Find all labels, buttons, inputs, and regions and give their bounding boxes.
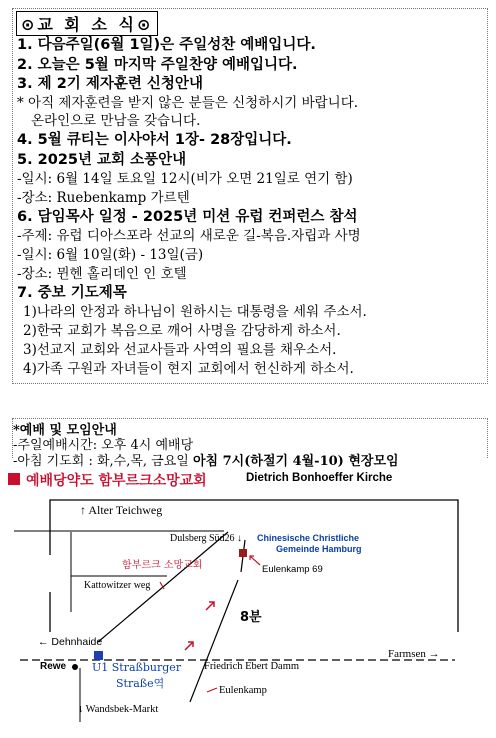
wandsbek-label: ↓ Wandsbek-Markt <box>78 704 159 715</box>
worship-title: *예배 및 모임안내 <box>13 423 117 438</box>
red-square-icon <box>8 473 20 485</box>
conference-topic: -주제: 유럽 디아스포라 선교의 새로운 길-복음.자립과 사명 <box>17 228 361 244</box>
conference-date: -일시: 6월 10일(화) - 13일(금) <box>17 247 204 263</box>
kattowitzer-label: Kattowitzer weg <box>84 580 151 591</box>
dehnhaide-label: ← Dehnhaide <box>38 636 103 648</box>
prayer-1: 1)나라의 안정과 하나님이 원하시는 대통령을 세워 주소서. <box>23 304 367 320</box>
morning-prayer <box>13 450 399 469</box>
prayer-3: 3)선교지 교회와 선교사들과 사역의 필요를 채우소서. <box>23 342 337 358</box>
news-item-3: 3. 제 2기 제자훈련 신청안내 <box>17 76 203 92</box>
location-map <box>0 492 496 738</box>
alter-teichweg-label: ↑ Alter Teichweg <box>80 503 163 517</box>
picnic-place: -장소: Ruebenkamp 가르텐 <box>17 190 190 206</box>
map-heading <box>8 470 496 490</box>
church-kr-label: 함부르크 소망교회 <box>122 560 203 571</box>
u1-station-label-2: Straße역 <box>116 677 165 690</box>
church-news-box <box>12 8 488 384</box>
news-item-1: 1. 다음주일(6월 1일)은 주일성찬 예배입니다. <box>17 37 316 53</box>
map-heading-kr: 예배당약도 함부르크소망교회 <box>26 473 207 489</box>
eulenkamp-69-label: Eulenkamp 69 <box>262 564 323 575</box>
news-item-6: 6. 담임목사 일정 - 2025년 미션 유럽 컨퍼런스 참석 <box>17 209 358 225</box>
morning-prayer-time: 아침 7시(하절기 4월-10) 현장모임 <box>192 454 399 469</box>
u1-station-label-1: U1 Straßburger <box>92 661 182 674</box>
prayer-2: 2)한국 교회가 복음으로 깨어 사명을 감당하게 하소서. <box>23 323 341 339</box>
worship-time: -주일예배시간: 오후 4시 예배당 <box>13 438 194 453</box>
walk-time-label: 8분 <box>240 610 262 625</box>
eulenkamp-label: Eulenkamp <box>219 685 267 696</box>
conference-place: -장소: 뮌헨 홀리데인 인 호텔 <box>17 266 187 282</box>
prayer-4: 4)가족 구원과 자녀들이 현지 교회에서 헌신하게 하소서. <box>23 361 354 377</box>
picnic-date: -일시: 6월 14일 토요일 12시(비가 오면 21일로 연기 함) <box>17 171 353 187</box>
news-title: ⊙교 회 소 식⊙ <box>16 11 158 36</box>
morning-prayer-days: -아침 기도회 : 화,수,목, 금요일 <box>13 454 193 469</box>
worship-info <box>12 418 488 469</box>
map-heading-de: Dietrich Bonhoeffer Kirche <box>246 472 393 484</box>
rewe-label: Rewe <box>40 661 67 672</box>
chinese-church-label-2: Gemeinde Hamburg <box>276 544 362 554</box>
news-item-5: 5. 2025년 교회 소풍안내 <box>17 152 187 168</box>
news-item-4: 4. 5월 큐티는 이사야서 1장- 28장입니다. <box>17 132 292 148</box>
news-item-3-detail: * 아직 제자훈련을 받지 않은 분들은 신청하시기 바랍니다. <box>17 95 359 111</box>
news-item-3-detail-2: 온라인으로 만남을 갖습니다. <box>31 113 201 129</box>
dulsberg-label: Dulsberg Süd26 ↓ <box>170 533 243 544</box>
chinese-church-label-1: Chinesische Christliche <box>257 533 360 543</box>
friedrich-ebert-label: Friedrich Ebert Damm <box>204 661 300 672</box>
news-item-7: 7. 중보 기도제목 <box>17 285 127 301</box>
news-item-2: 2. 오늘은 5월 마지막 주일찬양 예배입니다. <box>17 57 298 73</box>
farmsen-label: Farmsen → <box>388 648 440 660</box>
